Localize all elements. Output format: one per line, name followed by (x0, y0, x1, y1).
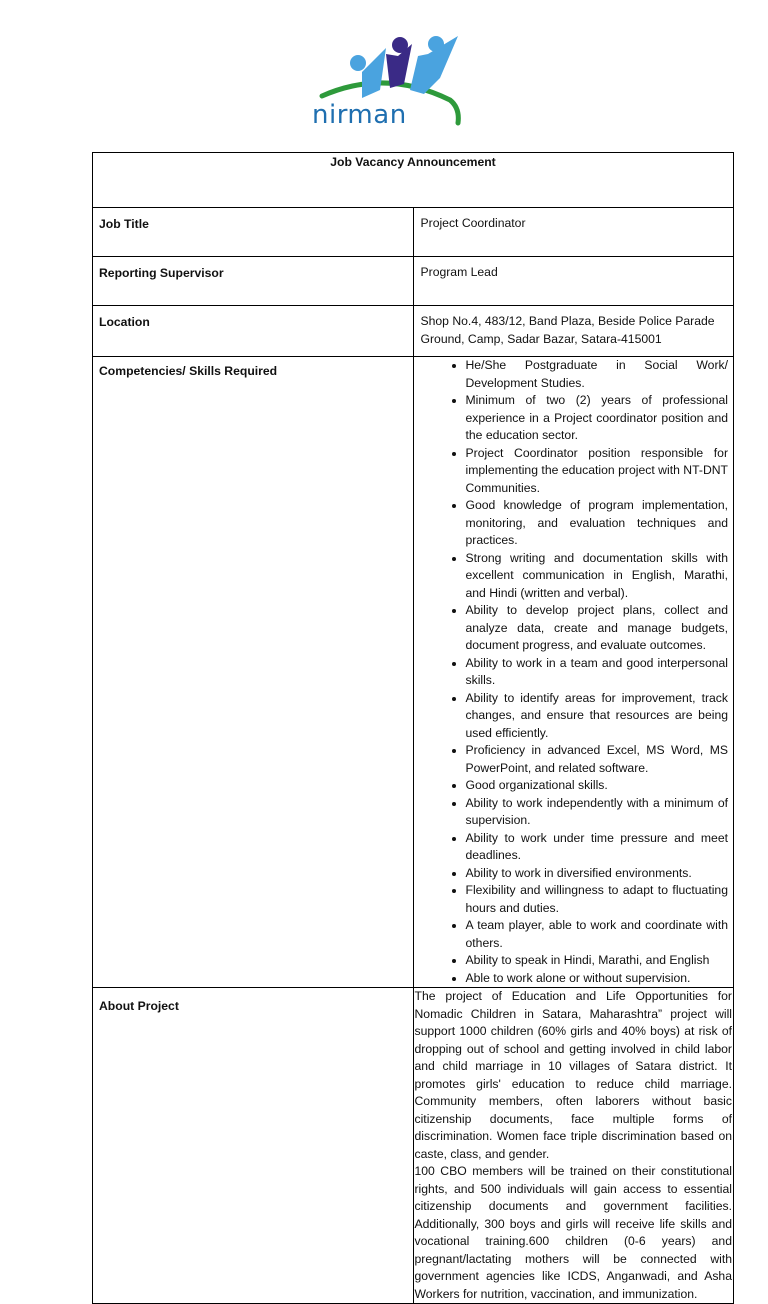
table-row (93, 306, 734, 357)
supervisor-value: Program Lead (413, 257, 734, 306)
about-paragraph: The project of Education and Life Opportunities for Nomadic Children in Satara, Maharashtra” project will support 1000 children (60% girls and 40% boys) at risk of dropping out of school and getting involved in child labor and child marriage in 10 villages of Satara district. It promotes girls' education to reduce child marriage. Community members, often laborers without basic citizenship documents, face multiple forms of discrimination. Women face triple discrimination based on caste, class, and gender. (414, 989, 732, 1161)
list-item: • Ability to work in diversified environments. (466, 865, 729, 883)
competencies-label: Competencies/ Skills Required (93, 357, 414, 988)
competencies-value (413, 357, 734, 988)
skills-list (414, 357, 729, 987)
list-item: • Strong writing and documentation skills with excellent communication in English, Marathi, and Hindi (written and verbal). (466, 550, 729, 603)
list-item: • A team player, able to work and coordinate with others. (466, 917, 729, 952)
list-item: • Ability to work in a team and good interpersonal skills. (466, 655, 729, 690)
supervisor-label: Reporting Supervisor (93, 257, 414, 306)
list-item: • He/She Postgraduate in Social Work/ Development Studies. (466, 357, 729, 392)
logo-head-1 (350, 55, 366, 71)
list-item: • Ability to develop project plans, collect and analyze data, create and manage budgets, document progress, and evaluate outcomes. (466, 602, 729, 655)
job-title-value: Project Coordinator (413, 208, 734, 257)
location-value: Shop No.4, 483/12, Band Plaza, Beside Police Parade Ground, Camp, Sadar Bazar, Satara-415001 (413, 306, 734, 357)
list-item: • Project Coordinator position responsible for implementing the education project with NT-DNT Communities. (466, 445, 729, 498)
table-row (93, 208, 734, 257)
list-item: • Able to work alone or without supervision. (466, 970, 729, 988)
location-label: Location (93, 306, 414, 357)
logo-body-1 (362, 48, 386, 98)
logo-wordmark: nirman (312, 100, 407, 130)
list-item: • Ability to work under time pressure and meet deadlines. (466, 830, 729, 865)
job-vacancy-table (92, 152, 734, 1304)
list-item: • Good knowledge of program implementation, monitoring, and evaluation techniques and practices. (466, 497, 729, 550)
job-title-label: Job Title (93, 208, 414, 257)
table-row (93, 357, 734, 988)
list-item: • Proficiency in advanced Excel, MS Word, MS PowerPoint, and related software. (466, 742, 729, 777)
table-row (93, 257, 734, 306)
list-item: • Flexibility and willingness to adapt to fluctuating hours and duties. (466, 882, 729, 917)
list-item: • Ability to work independently with a minimum of supervision. (466, 795, 729, 830)
about-paragraph: 100 CBO members will be trained on their constitutional rights, and 500 individuals will gain access to essential citizenship documents and government facilities. Additionally, 300 boys and girls will receive life skills and vocational training.600 children (0-6 years) and pregnant/lactating mothers will be connected with government agencies like ICDS, Anganwadi, and Asha Workers for nutrition, vaccination, and immunization. (414, 1164, 732, 1301)
list-item: • Ability to identify areas for improvement, track changes, and ensure that resources are being used efficiently. (466, 690, 729, 743)
nirman-logo (300, 28, 470, 133)
list-item: • Ability to speak in Hindi, Marathi, and English (466, 952, 729, 970)
table-heading: Job Vacancy Announcement (93, 153, 734, 208)
list-item: • Minimum of two (2) years of professional experience in a Project coordinator position and the education sector. (466, 392, 729, 445)
table-row (93, 988, 734, 1304)
about-project-label: About Project (93, 988, 414, 1304)
about-project-value (413, 988, 734, 1304)
list-item: • Good organizational skills. (466, 777, 729, 795)
